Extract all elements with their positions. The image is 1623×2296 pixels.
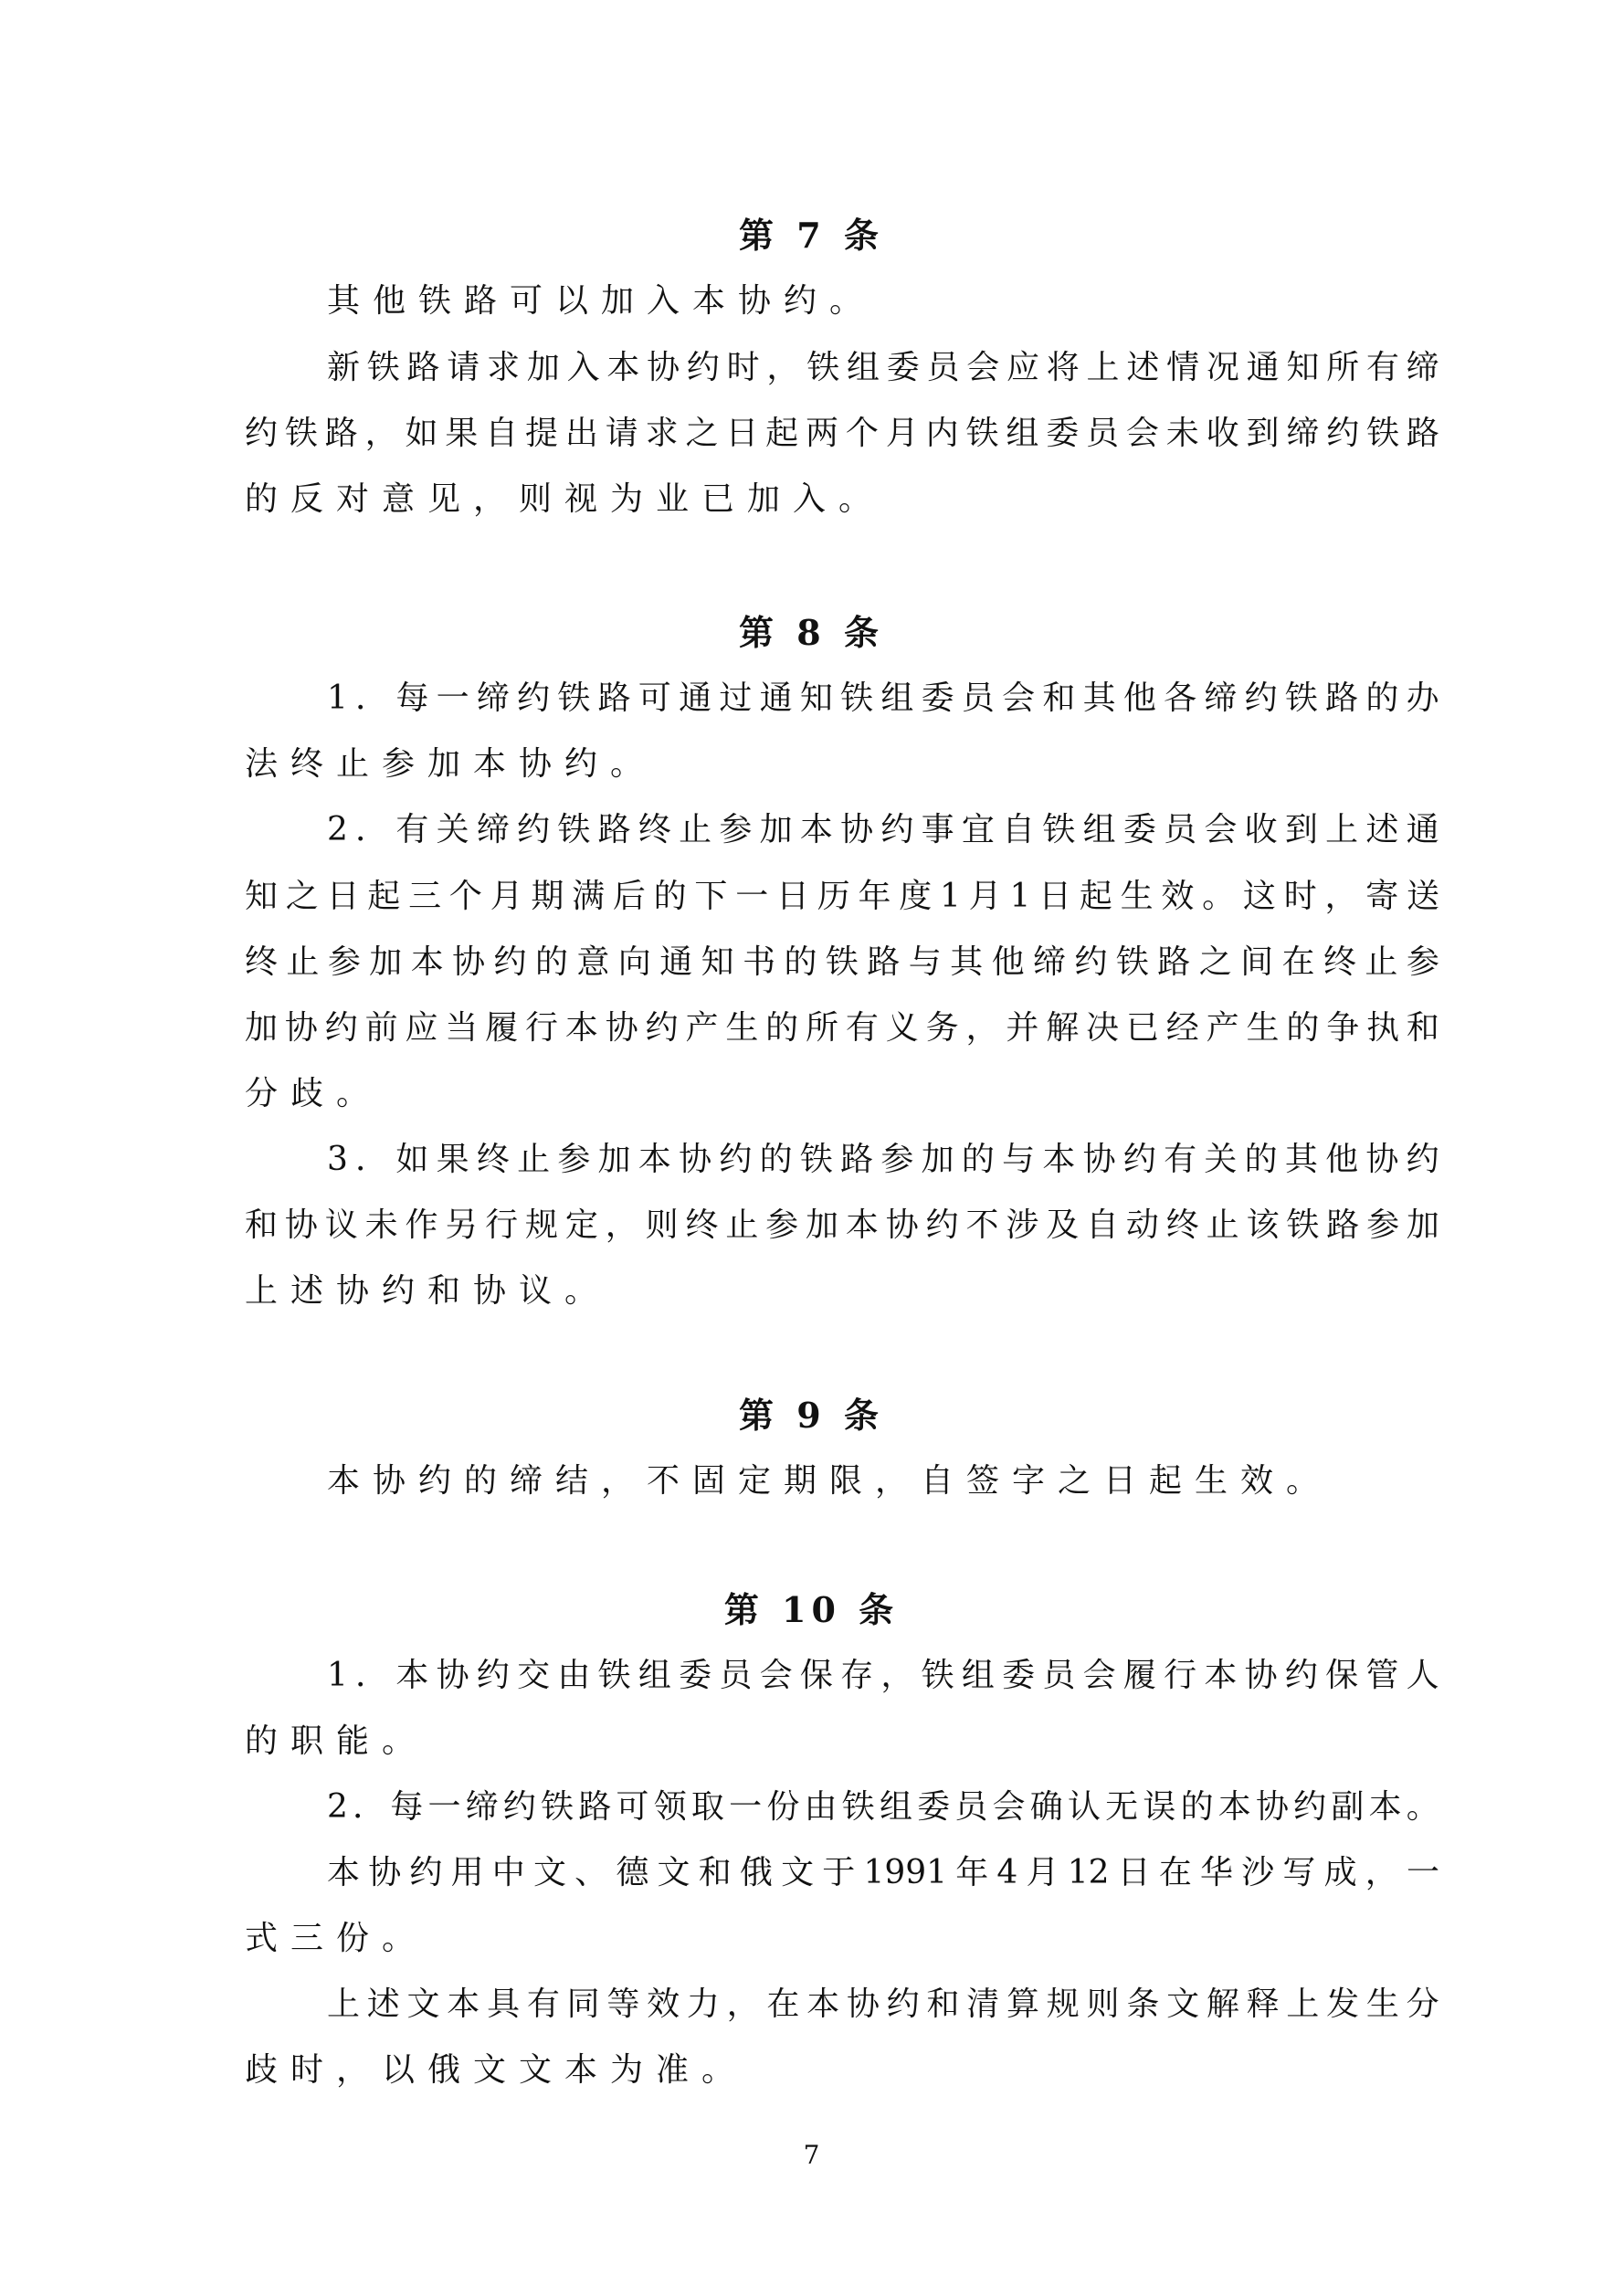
- article-10-text-line: 歧时，以俄文文本为准。: [245, 2051, 748, 2089]
- article-8-text-line: 分歧。: [245, 1075, 383, 1112]
- article-8-text-line: 知 之 日 起 三 个 月 期 满 后 的 下 一 日 历 年 度 1 月 1 日 起 生 效 。 这 时 ， 寄 送: [245, 878, 1439, 915]
- article-10-heading: 第 10 条: [723, 1589, 900, 1630]
- article-8-text-line: 终 止 参 加 本 协 约 的 意 向 通 知 书 的 铁 路 与 其 他 缔 约 铁 路 之 间 在 终 止 参: [245, 943, 1439, 981]
- article-8-text-line: 和 协 议 未 作 另 行 规 定 ， 则 终 止 参 加 本 协 约 不 涉 及 自 动 终 止 该 铁 路 参 加: [245, 1206, 1439, 1244]
- article-10-text-line: 上 述 文 本 具 有 同 等 效 力 ， 在 本 协 约 和 清 算 规 则 条 文 解 释 上 发 生 分: [327, 1985, 1439, 2023]
- article-10-text-line: 的职能。: [245, 1722, 428, 1760]
- page-number: 7: [803, 2140, 820, 2170]
- article-8-heading: 第 8 条: [739, 612, 884, 653]
- article-8-text-line: 上述协约和协议。: [245, 1272, 611, 1310]
- article-10-text-line: 2 ． 每 一 缔 约 铁 路 可 领 取 一 份 由 铁 组 委 员 会 确 认 无 误 的 本 协 约 副 本 。: [327, 1788, 1439, 1826]
- article-7-text-line: 新 铁 路 请 求 加 入 本 协 约 时 ， 铁 组 委 员 会 应 将 上 述 情 况 通 知 所 有 缔: [327, 349, 1439, 386]
- article-10-text-line: 1 ． 本 协 约 交 由 铁 组 委 员 会 保 存 ， 铁 组 委 员 会 履 行 本 协 约 保 管 人: [327, 1657, 1439, 1694]
- article-8-text-line: 加 协 约 前 应 当 履 行 本 协 约 产 生 的 所 有 义 务 ， 并 解 决 已 经 产 生 的 争 执 和: [245, 1009, 1439, 1047]
- article-8-text-line: 2 ． 有 关 缔 约 铁 路 终 止 参 加 本 协 约 事 宜 自 铁 组 委 员 会 收 到 上 述 通: [327, 811, 1439, 848]
- article-9-heading: 第 9 条: [739, 1395, 884, 1436]
- article-8-text-line: 1 ． 每 一 缔 约 铁 路 可 通 过 通 知 铁 组 委 员 会 和 其 他 各 缔 约 铁 路 的 办: [327, 679, 1439, 717]
- article-7-text-line: 约 铁 路 ， 如 果 自 提 出 请 求 之 日 起 两 个 月 内 铁 组 委 员 会 未 收 到 缔 约 铁 路: [245, 415, 1439, 452]
- article-8-text-line: 3 ． 如 果 终 止 参 加 本 协 约 的 铁 路 参 加 的 与 本 协 约 有 关 的 其 他 协 约: [327, 1141, 1439, 1178]
- article-10-text-line: 式三份。: [245, 1920, 428, 1957]
- article-9-text-line: 本协约的缔结，不固定期限，自签字之日起生效。: [327, 1462, 1333, 1500]
- article-7-text-line: 的反对意见，则视为业已加入。: [245, 480, 885, 518]
- article-7-text-line: 其他铁路可以加入本协约。: [327, 282, 876, 320]
- article-7-heading: 第 7 条: [739, 215, 884, 256]
- article-8-text-line: 法终止参加本协约。: [245, 745, 657, 783]
- article-10-text-line: 本 协 约 用 中 文 、 德 文 和 俄 文 于 1991 年 4 月 12 日 在 华 沙 写 成 ， 一: [327, 1854, 1439, 1891]
